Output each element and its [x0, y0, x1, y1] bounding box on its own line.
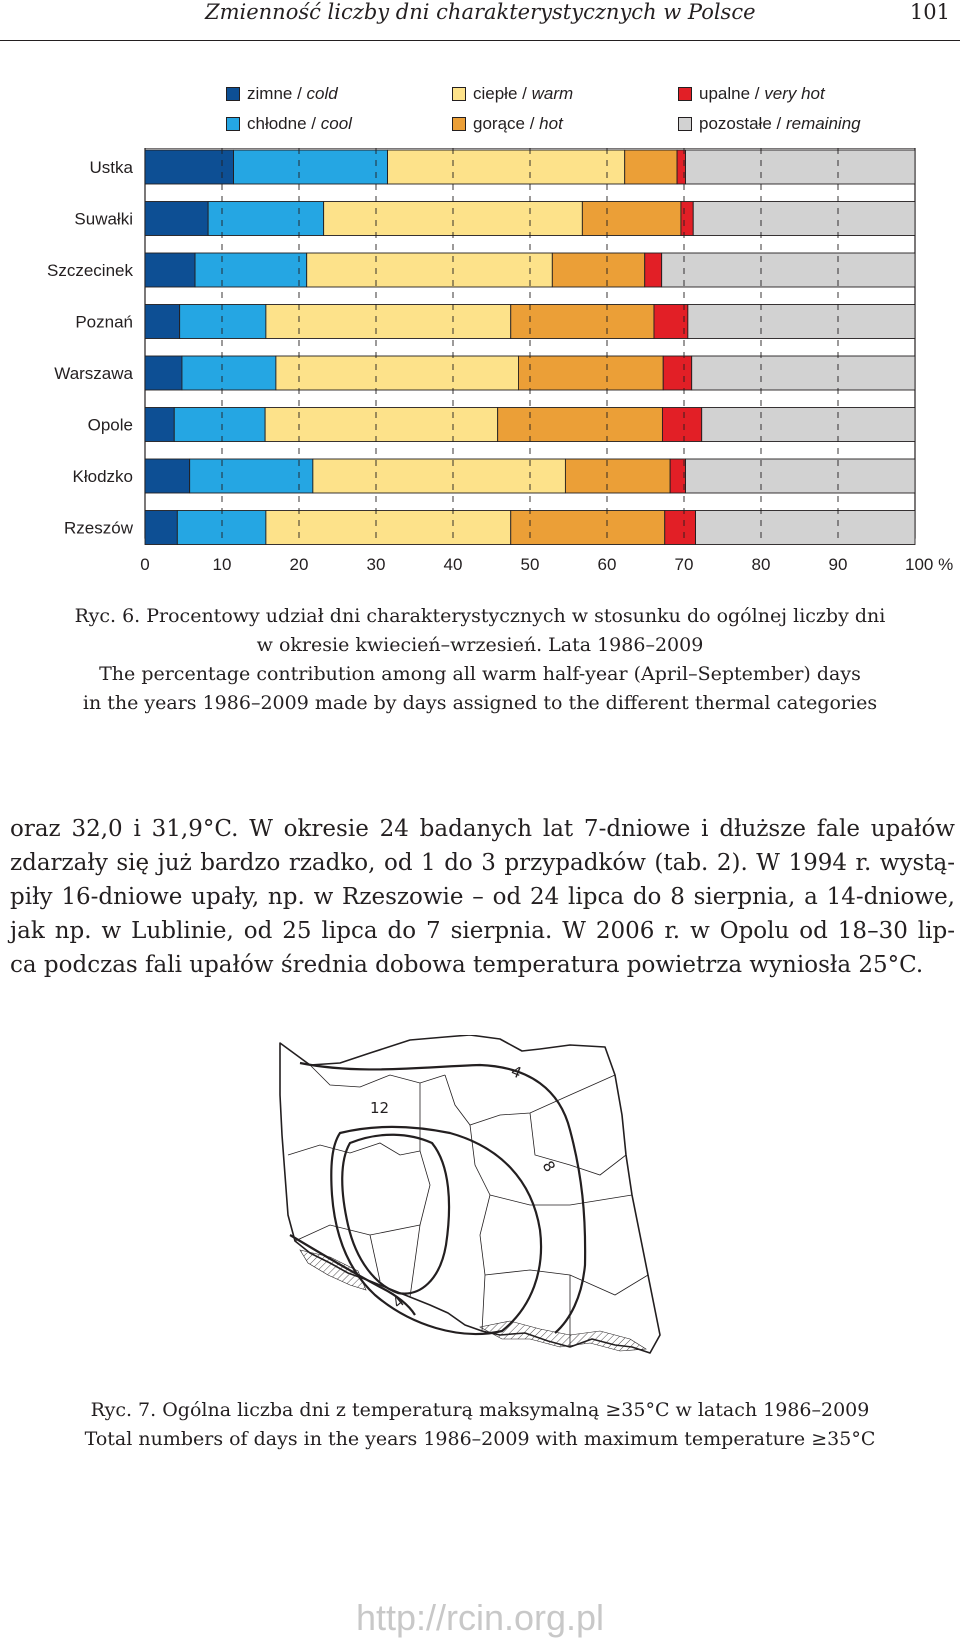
legend-item [678, 84, 825, 104]
bar-segment [692, 356, 915, 390]
country-outline [280, 1035, 660, 1353]
bar-segment [696, 511, 915, 545]
bar-segment [677, 150, 685, 184]
x-tick-label: 90 [828, 555, 848, 574]
isoline-8 [331, 1127, 541, 1334]
bar-segment [190, 459, 313, 493]
bar-segment [511, 305, 654, 339]
isolines [290, 1063, 585, 1334]
bar-segment [276, 356, 519, 390]
legend-swatch [678, 117, 692, 131]
bar-segment [686, 459, 915, 493]
bar-segment [145, 511, 177, 545]
x-tick-label: 70 [674, 555, 694, 574]
bar-segment [662, 408, 701, 442]
isoline-12 [342, 1135, 449, 1294]
figure6-caption [0, 602, 960, 718]
bar-segment [145, 305, 180, 339]
bar-segment [265, 408, 498, 442]
bar-segment [518, 356, 663, 390]
bar-segment [208, 202, 324, 236]
isoline-label: 8 [538, 1157, 559, 1176]
x-tick-label: 20 [289, 555, 309, 574]
hatched-mountain-zone [300, 1250, 366, 1290]
bar-segment [654, 305, 688, 339]
watermark-url: http://rcin.org.pl [355, 1597, 605, 1638]
stacked-bar-chart [0, 148, 960, 604]
category-label: Kłodzko [72, 467, 133, 486]
page-number: 101 [909, 0, 950, 24]
legend-label: zimne / cold [247, 84, 338, 103]
category-label: Rzeszów [64, 518, 133, 538]
bar-segment [670, 459, 685, 493]
legend-label: pozostałe / remaining [699, 114, 861, 133]
figure6-caption-en-line1: The percentage contribution among all warm half-year (April–September) days [99, 663, 861, 685]
bar-segment [665, 511, 696, 545]
legend-swatch [226, 117, 240, 131]
isoline-label: 4 [508, 1062, 525, 1083]
x-tick-label: 10 [212, 555, 232, 574]
legend-item [678, 114, 861, 134]
legend-label: chłodne / cool [247, 114, 352, 133]
bar-segment [702, 408, 915, 442]
figure7-caption-en: Total numbers of days in the years 1986–2009 with maximum temperature ≥35°C [84, 1428, 876, 1450]
x-tick-label: 30 [366, 555, 386, 574]
bar-segment [663, 356, 691, 390]
region-boundaries [288, 1065, 648, 1347]
legend-item [452, 114, 563, 134]
bar-segment [145, 408, 174, 442]
figure6-caption-en-line2: in the years 1986–2009 made by days assigned to the different thermal categories [82, 692, 878, 714]
legend-swatch [452, 117, 466, 131]
figure7-caption [0, 1396, 960, 1454]
isoline-label: 4 [389, 1292, 408, 1313]
bar-segment [565, 459, 670, 493]
x-tick-label: 100 % [905, 555, 954, 574]
x-tick-label: 40 [443, 555, 463, 574]
bar-segment [145, 202, 208, 236]
bar-segment [145, 459, 190, 493]
legend-label: gorące / hot [473, 114, 563, 133]
category-label: Warszawa [54, 364, 133, 383]
bar-segment [307, 253, 553, 287]
x-tick-label: 60 [597, 555, 617, 574]
bar-segment [180, 305, 266, 339]
body-line: oraz 32,0 i 31,9°C. W okresie 24 badanych lat 7-dniowe i dłuższe fale upałów [10, 816, 955, 842]
chart-legend [226, 84, 906, 148]
bar-segment [177, 511, 266, 545]
bar-segment [266, 305, 511, 339]
body-line: ca podczas fali upałów średnia dobowa temperatura powietrza wyniosła 25°C. [10, 952, 924, 978]
bar-segment [182, 356, 276, 390]
figure6-caption-pl-line2: w okresie kwiecień–wrzesień. Lata 1986–2009 [256, 634, 704, 656]
bar-segment [145, 253, 195, 287]
legend-swatch [226, 87, 240, 101]
bar-segment [234, 150, 388, 184]
bar-segment [681, 202, 693, 236]
legend-item [452, 84, 573, 104]
x-tick-label: 50 [520, 555, 540, 574]
bar-segment [625, 150, 677, 184]
legend-swatch [452, 87, 466, 101]
running-head [0, 0, 960, 41]
body-line: piły 16-dniowe upały, np. w Rzeszowie – od 24 lipca do 8 sierpnia, a 14-dniowe, [10, 884, 955, 910]
figure7-caption-pl: Ryc. 7. Ogólna liczba dni z temperaturą maksymalną ≥35°C w latach 1986–2009 [90, 1399, 870, 1421]
bar-segment [266, 511, 511, 545]
category-label: Opole [87, 415, 133, 435]
bar-segment [195, 253, 307, 287]
bar-segment [511, 511, 665, 545]
bar-segment [686, 150, 915, 184]
bar-segment [582, 202, 681, 236]
legend-item [226, 114, 352, 134]
category-label: Suwałki [74, 209, 133, 229]
bar-segment [313, 459, 566, 493]
body-paragraph [10, 812, 955, 982]
body-line: jak np. w Lublinie, od 25 lipca do 7 sierpnia. W 2006 r. w Opolu od 18–30 lip- [10, 918, 955, 944]
bar-segment [662, 253, 915, 287]
bar-segment [693, 202, 915, 236]
figure6-caption-pl-line1: Ryc. 6. Procentowy udział dni charakterystycznych w stosunku do ogólnej liczby dni [74, 605, 886, 627]
x-tick-label: 0 [140, 555, 150, 574]
legend-label: upalne / very hot [699, 84, 825, 103]
bar-segment [145, 356, 182, 390]
category-label: Szczecinek [47, 261, 133, 280]
running-title: Zmienność liczby dni charakterystycznych w Polsce [205, 0, 756, 24]
bar-segment [552, 253, 644, 287]
bar-segment [688, 305, 915, 339]
category-label: Ustka [89, 158, 133, 177]
x-tick-label: 80 [751, 555, 771, 574]
legend-item [226, 84, 338, 104]
bar-segment [388, 150, 625, 184]
bar-segment [174, 408, 265, 442]
body-line: zdarzały się już bardzo rzadko, od 1 do 3 przypadków (tab. 2). W 1994 r. wystą- [10, 850, 955, 876]
bar-segment [498, 408, 663, 442]
category-label: Poznań [75, 312, 133, 332]
bar-segment [145, 150, 234, 184]
legend-label: ciepłe / warm [473, 84, 574, 103]
isoline-label: 12 [370, 1099, 390, 1117]
bar-segment [324, 202, 583, 236]
legend-swatch [678, 87, 692, 101]
poland-isoline-map [270, 1035, 690, 1435]
bar-segment [645, 253, 662, 287]
